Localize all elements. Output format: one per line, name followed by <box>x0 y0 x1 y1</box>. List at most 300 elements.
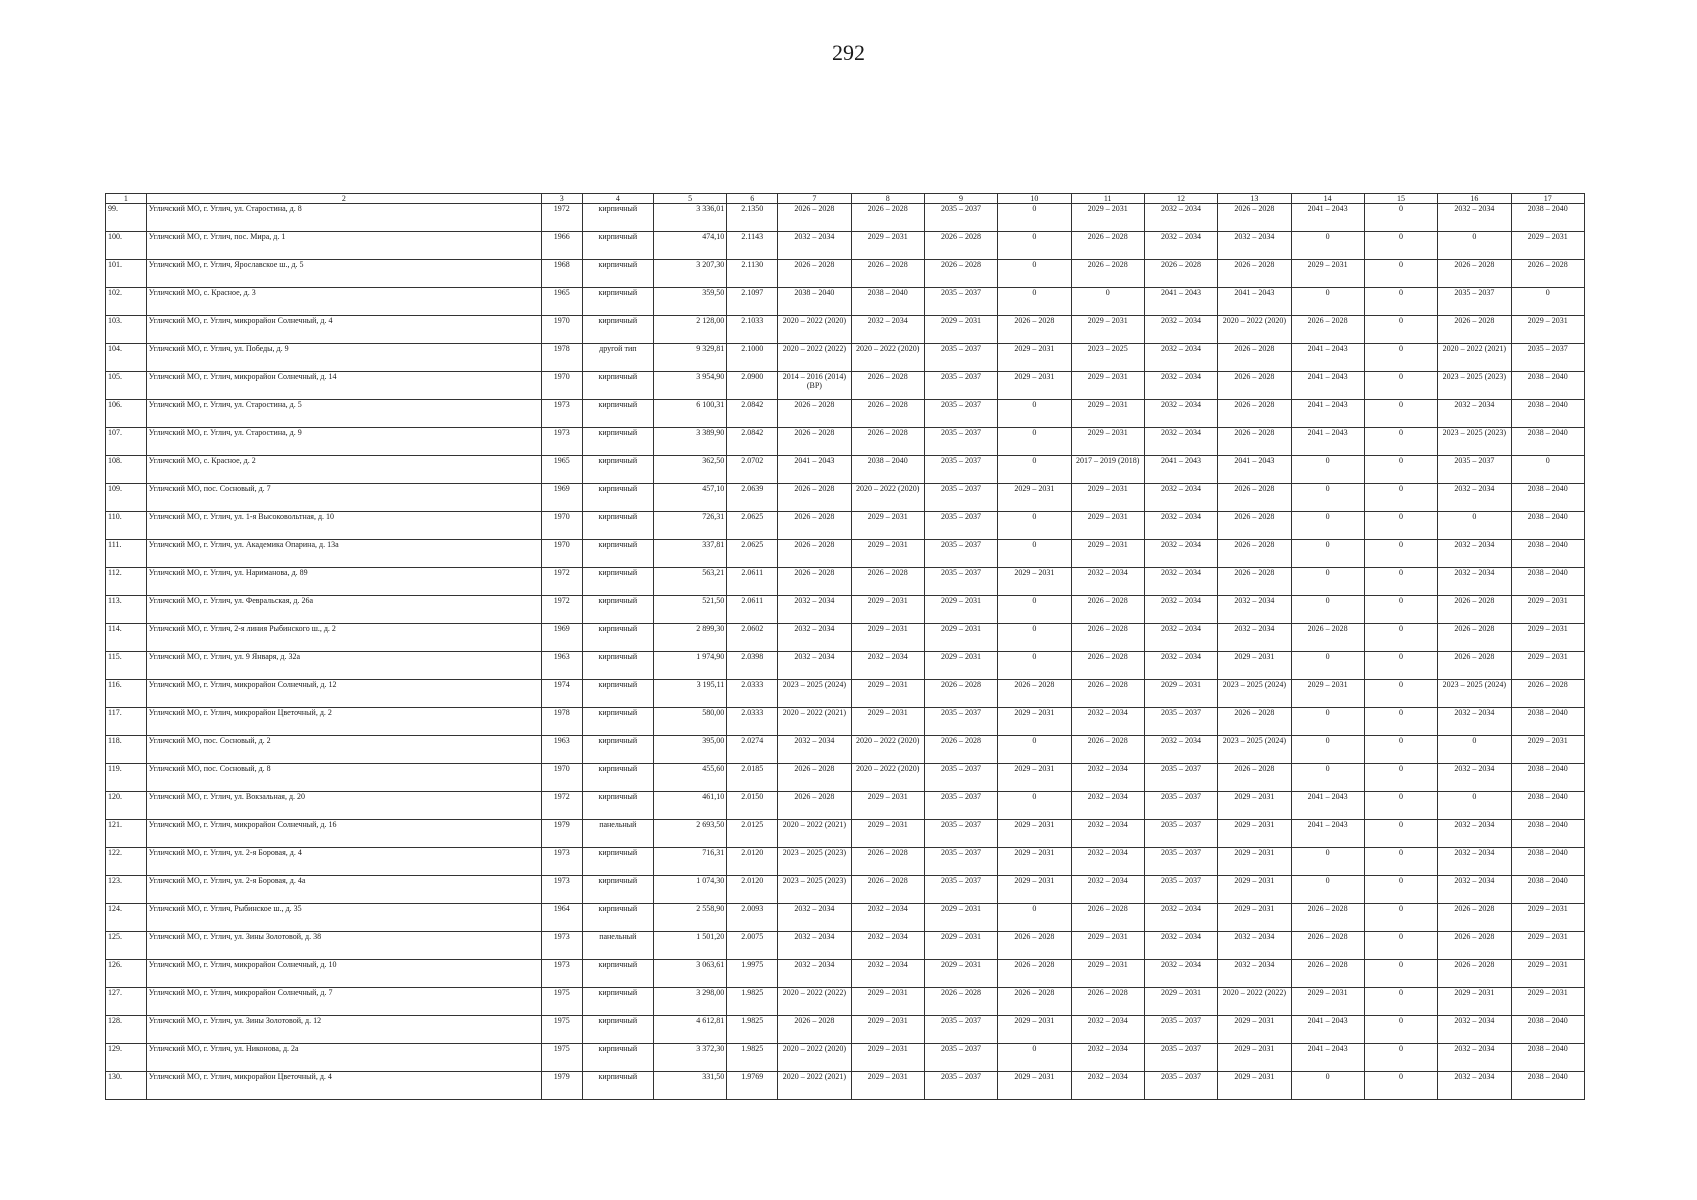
table-cell: 114. <box>106 624 147 652</box>
table-cell: 0 <box>1364 932 1437 960</box>
table-cell: 2.0611 <box>727 596 778 624</box>
table-cell: 0 <box>998 456 1071 484</box>
table-cell: 1973 <box>541 876 582 904</box>
table-cell: 2032 – 2034 <box>1438 1072 1511 1100</box>
table-cell: кирпичный <box>582 904 653 932</box>
table-cell: 2026 – 2028 <box>1218 708 1291 736</box>
table-cell: 2035 – 2037 <box>924 540 997 568</box>
table-cell: 2038 – 2040 <box>851 288 924 316</box>
table-cell: 2029 – 2031 <box>1291 988 1364 1016</box>
table-cell: 2035 – 2037 <box>1144 876 1217 904</box>
table-cell: 2026 – 2028 <box>998 680 1071 708</box>
table-cell: 2029 – 2031 <box>851 988 924 1016</box>
table-cell: 2038 – 2040 <box>1511 540 1585 568</box>
table-cell: 2020 – 2022 (2022) <box>778 988 851 1016</box>
table-cell: 0 <box>1364 456 1437 484</box>
table-cell: 2029 – 2031 <box>1218 652 1291 680</box>
table-cell: 2032 – 2034 <box>778 624 851 652</box>
table-cell: кирпичный <box>582 708 653 736</box>
table-row <box>106 596 1585 624</box>
table-cell: 2041 – 2043 <box>1291 428 1364 456</box>
table-cell: 1972 <box>541 568 582 596</box>
table-cell: 2026 – 2028 <box>851 372 924 400</box>
table-cell: 0 <box>1291 764 1364 792</box>
table-cell: 2029 – 2031 <box>1511 624 1585 652</box>
table-row <box>106 764 1585 792</box>
table-cell: 2041 – 2043 <box>1144 456 1217 484</box>
table-cell: Угличский МО, г. Углич, ул. Февральская, д. 26а <box>146 596 541 624</box>
table-cell: 2026 – 2028 <box>1438 932 1511 960</box>
table-cell: 2032 – 2034 <box>778 596 851 624</box>
table-cell: 2041 – 2043 <box>1218 456 1291 484</box>
table-cell: 1975 <box>541 1044 582 1072</box>
table-cell: 2026 – 2028 <box>1218 484 1291 512</box>
table-cell: 2026 – 2028 <box>1218 568 1291 596</box>
table-cell: 2026 – 2028 <box>851 400 924 428</box>
table-cell: 0 <box>1364 708 1437 736</box>
table-cell: 0 <box>1364 288 1437 316</box>
table-cell: 0 <box>998 624 1071 652</box>
table-cell: 2026 – 2028 <box>1071 232 1144 260</box>
table-cell: кирпичный <box>582 288 653 316</box>
table-cell: 2029 – 2031 <box>1218 904 1291 932</box>
table-cell: 2023 – 2025 (2023) <box>778 848 851 876</box>
table-cell: 2026 – 2028 <box>1438 316 1511 344</box>
table-cell: 2035 – 2037 <box>924 204 997 232</box>
table-cell: 2026 – 2028 <box>1218 540 1291 568</box>
table-cell: 2029 – 2031 <box>851 540 924 568</box>
table-cell: 1966 <box>541 232 582 260</box>
table-cell: 0 <box>1364 316 1437 344</box>
table-cell: 362,50 <box>653 456 726 484</box>
table-cell: 2035 – 2037 <box>924 820 997 848</box>
table-cell: 2026 – 2028 <box>1438 260 1511 288</box>
table-cell: Угличский МО, г. Углич, ул. Нариманова, д. 89 <box>146 568 541 596</box>
table-cell: 1970 <box>541 764 582 792</box>
table-cell: 0 <box>1291 596 1364 624</box>
table-cell: 2032 – 2034 <box>1438 1044 1511 1072</box>
column-header: 6 <box>727 194 778 204</box>
table-cell: 2 693,50 <box>653 820 726 848</box>
table-cell: панельный <box>582 932 653 960</box>
table-cell: 2026 – 2028 <box>778 204 851 232</box>
table-cell: 1970 <box>541 540 582 568</box>
table-cell: Угличский МО, г. Углич, 2-я линия Рыбинского ш., д. 2 <box>146 624 541 652</box>
table-cell: 2041 – 2043 <box>1291 400 1364 428</box>
table-cell: 2029 – 2031 <box>1071 400 1144 428</box>
table-cell: 0 <box>1291 736 1364 764</box>
table-cell: 2038 – 2040 <box>1511 764 1585 792</box>
table-cell: Угличский МО, г. Углич, Ярославское ш., д. 5 <box>146 260 541 288</box>
table-cell: 2032 – 2034 <box>1144 512 1217 540</box>
table-cell: Угличский МО, г. Углич, ул. Вокзальная, д. 20 <box>146 792 541 820</box>
table-cell: 2 128,00 <box>653 316 726 344</box>
table-cell: 0 <box>1364 624 1437 652</box>
table-cell: 2.1033 <box>727 316 778 344</box>
table-cell: 2035 – 2037 <box>1144 1072 1217 1100</box>
table-cell: 2038 – 2040 <box>1511 708 1585 736</box>
table-cell: Угличский МО, г. Углич, пос. Мира, д. 1 <box>146 232 541 260</box>
table-cell: 105. <box>106 372 147 400</box>
table-cell: 1963 <box>541 736 582 764</box>
table-cell: 2029 – 2031 <box>1218 820 1291 848</box>
table-row <box>106 400 1585 428</box>
page-number: 292 <box>832 40 865 65</box>
table-cell: 2026 – 2028 <box>1291 624 1364 652</box>
table-cell: 2032 – 2034 <box>1438 848 1511 876</box>
table-cell: 2035 – 2037 <box>924 568 997 596</box>
table-cell: 2020 – 2022 (2022) <box>1218 988 1291 1016</box>
table-cell: 2032 – 2034 <box>778 736 851 764</box>
table-cell: 2029 – 2031 <box>1071 428 1144 456</box>
table-cell: 2026 – 2028 <box>851 848 924 876</box>
table-cell: 2023 – 2025 (2024) <box>1218 736 1291 764</box>
table-cell: 2026 – 2028 <box>924 736 997 764</box>
table-cell: 2032 – 2034 <box>1218 932 1291 960</box>
table-cell: 2029 – 2031 <box>924 652 997 680</box>
table-cell: 2041 – 2043 <box>1291 372 1364 400</box>
table-cell: 2.0639 <box>727 484 778 512</box>
table-cell: 2032 – 2034 <box>1218 624 1291 652</box>
table-cell: 3 298,00 <box>653 988 726 1016</box>
table-cell: 2029 – 2031 <box>1511 316 1585 344</box>
table-row <box>106 932 1585 960</box>
table-cell: кирпичный <box>582 260 653 288</box>
table-row <box>106 204 1585 232</box>
table-cell: 2041 – 2043 <box>1291 792 1364 820</box>
table-cell: кирпичный <box>582 540 653 568</box>
table-cell: 2026 – 2028 <box>778 792 851 820</box>
table-cell: 0 <box>1364 484 1437 512</box>
table-cell: 113. <box>106 596 147 624</box>
column-header: 9 <box>924 194 997 204</box>
table-cell: 2029 – 2031 <box>851 1044 924 1072</box>
table-cell: 2032 – 2034 <box>1438 820 1511 848</box>
table-cell: 2026 – 2028 <box>1438 904 1511 932</box>
table-cell: 2029 – 2031 <box>998 848 1071 876</box>
table-cell: 2.0611 <box>727 568 778 596</box>
table-cell: 129. <box>106 1044 147 1072</box>
table-cell: 2041 – 2043 <box>1291 820 1364 848</box>
table-cell: 0 <box>1291 568 1364 596</box>
table-cell: 521,50 <box>653 596 726 624</box>
table-cell: 2026 – 2028 <box>851 876 924 904</box>
table-cell: 2.1097 <box>727 288 778 316</box>
table-cell: 2032 – 2034 <box>1218 960 1291 988</box>
table-cell: 109. <box>106 484 147 512</box>
table-cell: 0 <box>1364 540 1437 568</box>
table-cell: Угличский МО, г. Углич, ул. Зины Золотовой, д. 12 <box>146 1016 541 1044</box>
table-cell: 2029 – 2031 <box>998 568 1071 596</box>
table-cell: 2035 – 2037 <box>1144 820 1217 848</box>
table-cell: 0 <box>1364 232 1437 260</box>
table-cell: 1965 <box>541 456 582 484</box>
table-cell: 2032 – 2034 <box>851 960 924 988</box>
table-cell: 2020 – 2022 (2020) <box>851 484 924 512</box>
table-cell: 2032 – 2034 <box>1144 400 1217 428</box>
table-cell: 2026 – 2028 <box>1218 400 1291 428</box>
table-cell: 2026 – 2028 <box>1438 596 1511 624</box>
table-cell: 2029 – 2031 <box>924 624 997 652</box>
table-cell: 0 <box>1438 792 1511 820</box>
table-cell: 2026 – 2028 <box>778 484 851 512</box>
table-cell: 2026 – 2028 <box>1218 260 1291 288</box>
table-cell: 100. <box>106 232 147 260</box>
table-cell: 2.0702 <box>727 456 778 484</box>
table-cell: 0 <box>1364 204 1437 232</box>
table-cell: 2035 – 2037 <box>1144 708 1217 736</box>
table-cell: 2026 – 2028 <box>1291 316 1364 344</box>
table-cell: 455,60 <box>653 764 726 792</box>
table-cell: 1973 <box>541 960 582 988</box>
table-cell: 2026 – 2028 <box>1218 372 1291 400</box>
table-cell: Угличский МО, г. Углич, микрорайон Солнечный, д. 14 <box>146 372 541 400</box>
column-header: 11 <box>1071 194 1144 204</box>
table-cell: 0 <box>1291 232 1364 260</box>
table-cell: 0 <box>1364 596 1437 624</box>
table-cell: 1975 <box>541 988 582 1016</box>
table-cell: 0 <box>1291 540 1364 568</box>
table-cell: 0 <box>1291 848 1364 876</box>
table-cell: 2029 – 2031 <box>851 1072 924 1100</box>
table-cell: 3 954,90 <box>653 372 726 400</box>
table-cell: 1.9825 <box>727 988 778 1016</box>
table-cell: 2041 – 2043 <box>778 456 851 484</box>
table-cell: 116. <box>106 680 147 708</box>
table-row <box>106 232 1585 260</box>
table-cell: 2038 – 2040 <box>1511 484 1585 512</box>
table-cell: 106. <box>106 400 147 428</box>
table-cell: 122. <box>106 848 147 876</box>
table-cell: 1973 <box>541 932 582 960</box>
table-cell: 0 <box>1291 484 1364 512</box>
table-cell: 2032 – 2034 <box>1071 1044 1144 1072</box>
table-cell: 1969 <box>541 484 582 512</box>
table-cell: 2020 – 2022 (2020) <box>851 736 924 764</box>
table-cell: 2029 – 2031 <box>851 232 924 260</box>
table-cell: 118. <box>106 736 147 764</box>
table-cell: кирпичный <box>582 372 653 400</box>
table-cell: 2035 – 2037 <box>1144 792 1217 820</box>
table-cell: 2032 – 2034 <box>778 904 851 932</box>
table-cell: 2026 – 2028 <box>778 1016 851 1044</box>
table-cell: 2032 – 2034 <box>851 652 924 680</box>
table-cell: 2.0150 <box>727 792 778 820</box>
table-cell: 0 <box>1364 680 1437 708</box>
table-cell: 2029 – 2031 <box>998 1016 1071 1044</box>
table-row <box>106 568 1585 596</box>
table-cell: 2032 – 2034 <box>1144 540 1217 568</box>
table-cell: 2026 – 2028 <box>1071 904 1144 932</box>
table-cell: 0 <box>1511 288 1585 316</box>
table-cell: 2029 – 2031 <box>998 820 1071 848</box>
table-cell: 726,31 <box>653 512 726 540</box>
table-cell: 2029 – 2031 <box>1511 596 1585 624</box>
table-cell: 1974 <box>541 680 582 708</box>
table-cell: 2.0075 <box>727 932 778 960</box>
table-cell: 2029 – 2031 <box>998 484 1071 512</box>
table-cell: 563,21 <box>653 568 726 596</box>
table-cell: 2038 – 2040 <box>1511 372 1585 400</box>
table-cell: 2026 – 2028 <box>778 512 851 540</box>
table-cell: 1.9769 <box>727 1072 778 1100</box>
table-cell: 2035 – 2037 <box>1144 1016 1217 1044</box>
table-cell: 119. <box>106 764 147 792</box>
table-cell: 1979 <box>541 1072 582 1100</box>
table-cell: 0 <box>998 540 1071 568</box>
table-cell: 103. <box>106 316 147 344</box>
table-cell: 2026 – 2028 <box>924 260 997 288</box>
table-cell: 331,50 <box>653 1072 726 1100</box>
table-cell: 2026 – 2028 <box>778 568 851 596</box>
table-cell: 1979 <box>541 820 582 848</box>
column-header: 10 <box>998 194 1071 204</box>
table-cell: 2032 – 2034 <box>1144 624 1217 652</box>
table-cell: 2032 – 2034 <box>1144 960 1217 988</box>
table-cell: 128. <box>106 1016 147 1044</box>
table-cell: Угличский МО, г. Углич, ул. Никонова, д. 2а <box>146 1044 541 1072</box>
table-cell: 2020 – 2022 (2021) <box>1438 344 1511 372</box>
table-cell: кирпичный <box>582 232 653 260</box>
table-cell: Угличский МО, г. Углич, ул. Победы, д. 9 <box>146 344 541 372</box>
table-row <box>106 456 1585 484</box>
table-cell: кирпичный <box>582 428 653 456</box>
table-cell: 115. <box>106 652 147 680</box>
table-cell: 2041 – 2043 <box>1291 1016 1364 1044</box>
table-cell: 112. <box>106 568 147 596</box>
table-cell: 0 <box>1364 1072 1437 1100</box>
table-cell: 2035 – 2037 <box>1438 288 1511 316</box>
table-cell: 0 <box>1511 456 1585 484</box>
table-cell: 2035 – 2037 <box>1438 456 1511 484</box>
table-cell: 2.0842 <box>727 400 778 428</box>
table-cell: 2029 – 2031 <box>1218 1044 1291 1072</box>
table-cell: 3 372,30 <box>653 1044 726 1072</box>
table-cell: 2029 – 2031 <box>851 708 924 736</box>
table-cell: 2029 – 2031 <box>851 1016 924 1044</box>
table-cell: 2029 – 2031 <box>1071 512 1144 540</box>
table-cell: 0 <box>998 204 1071 232</box>
table-row <box>106 680 1585 708</box>
table-cell: 2035 – 2037 <box>924 372 997 400</box>
table-cell: 2029 – 2031 <box>851 820 924 848</box>
table-cell: 2023 – 2025 (2024) <box>1218 680 1291 708</box>
table-cell: Угличский МО, г. Углич, ул. 1-я Высоковольтная, д. 10 <box>146 512 541 540</box>
column-header: 5 <box>653 194 726 204</box>
table-cell: 2038 – 2040 <box>1511 568 1585 596</box>
table-cell: 2041 – 2043 <box>1291 204 1364 232</box>
table-cell: 2026 – 2028 <box>1291 960 1364 988</box>
table-cell: 2029 – 2031 <box>1071 960 1144 988</box>
table-cell: 1970 <box>541 316 582 344</box>
table-cell: 4 612,81 <box>653 1016 726 1044</box>
table-cell: 2032 – 2034 <box>1144 316 1217 344</box>
table-cell: 2038 – 2040 <box>1511 1044 1585 1072</box>
table-cell: 2041 – 2043 <box>1218 288 1291 316</box>
table-cell: 2032 – 2034 <box>1144 736 1217 764</box>
table-cell: 2032 – 2034 <box>1071 820 1144 848</box>
table-row <box>106 344 1585 372</box>
table-cell: 111. <box>106 540 147 568</box>
table-cell: 2029 – 2031 <box>924 960 997 988</box>
table-cell: 126. <box>106 960 147 988</box>
table-cell: Угличский МО, г. Углич, ул. 9 Января, д. 32а <box>146 652 541 680</box>
table-cell: 1978 <box>541 344 582 372</box>
table-cell: 2026 – 2028 <box>778 764 851 792</box>
table-cell: 2026 – 2028 <box>1438 960 1511 988</box>
table-cell: кирпичный <box>582 456 653 484</box>
table-cell: 0 <box>1438 232 1511 260</box>
table-cell: 2035 – 2037 <box>924 456 997 484</box>
table-row <box>106 316 1585 344</box>
table-cell: 0 <box>1364 372 1437 400</box>
table-cell: Угличский МО, пос. Сосновый, д. 7 <box>146 484 541 512</box>
table-cell: 395,00 <box>653 736 726 764</box>
table-cell: 2038 – 2040 <box>1511 848 1585 876</box>
table-cell: 2.1350 <box>727 204 778 232</box>
table-cell: кирпичный <box>582 1044 653 1072</box>
table-cell: 3 336,01 <box>653 204 726 232</box>
table-cell: Угличский МО, г. Углич, ул. Академика Опарина, д. 13а <box>146 540 541 568</box>
table-cell: 2023 – 2025 (2024) <box>1438 680 1511 708</box>
table-cell: 2026 – 2028 <box>998 316 1071 344</box>
table-cell: 2032 – 2034 <box>778 932 851 960</box>
table-cell: 461,10 <box>653 792 726 820</box>
table-cell: 2041 – 2043 <box>1291 1044 1364 1072</box>
table-cell: 2032 – 2034 <box>1071 848 1144 876</box>
table-cell: 1972 <box>541 792 582 820</box>
table-cell: 2029 – 2031 <box>1511 988 1585 1016</box>
table-cell: кирпичный <box>582 624 653 652</box>
table-cell: 2032 – 2034 <box>1144 568 1217 596</box>
table-cell: кирпичный <box>582 204 653 232</box>
table-cell: 0 <box>1438 736 1511 764</box>
table-cell: 0 <box>1364 512 1437 540</box>
table-cell: кирпичный <box>582 568 653 596</box>
table-cell: 127. <box>106 988 147 1016</box>
table-cell: 2023 – 2025 (2023) <box>778 876 851 904</box>
table-row <box>106 1072 1585 1100</box>
table-cell: 0 <box>1364 792 1437 820</box>
table-row <box>106 652 1585 680</box>
table-row <box>106 876 1585 904</box>
table-row <box>106 820 1585 848</box>
table-cell: кирпичный <box>582 652 653 680</box>
table-cell: 2032 – 2034 <box>851 316 924 344</box>
column-header: 8 <box>851 194 924 204</box>
table-cell: 2023 – 2025 <box>1071 344 1144 372</box>
column-header: 1 <box>106 194 147 204</box>
table-cell: 2032 – 2034 <box>1438 400 1511 428</box>
table-cell: 2035 – 2037 <box>924 764 997 792</box>
table-cell: 2029 – 2031 <box>998 764 1071 792</box>
table-cell: 9 329,81 <box>653 344 726 372</box>
table-cell: 1969 <box>541 624 582 652</box>
table-cell: 101. <box>106 260 147 288</box>
table-cell: 2032 – 2034 <box>1071 708 1144 736</box>
table-cell: 2.0093 <box>727 904 778 932</box>
table-cell: 102. <box>106 288 147 316</box>
table-cell: 2032 – 2034 <box>1144 428 1217 456</box>
table-cell: 2020 – 2022 (2020) <box>851 344 924 372</box>
table-cell: 2035 – 2037 <box>924 1072 997 1100</box>
table-cell: Угличский МО, г. Углич, микрорайон Цветочный, д. 2 <box>146 708 541 736</box>
table-cell: Угличский МО, г. Углич, Рыбинское ш., д. 35 <box>146 904 541 932</box>
table-cell: 2032 – 2034 <box>1218 596 1291 624</box>
table-cell: 2032 – 2034 <box>1438 204 1511 232</box>
table-cell: кирпичный <box>582 1072 653 1100</box>
table-cell: 2032 – 2034 <box>1438 540 1511 568</box>
